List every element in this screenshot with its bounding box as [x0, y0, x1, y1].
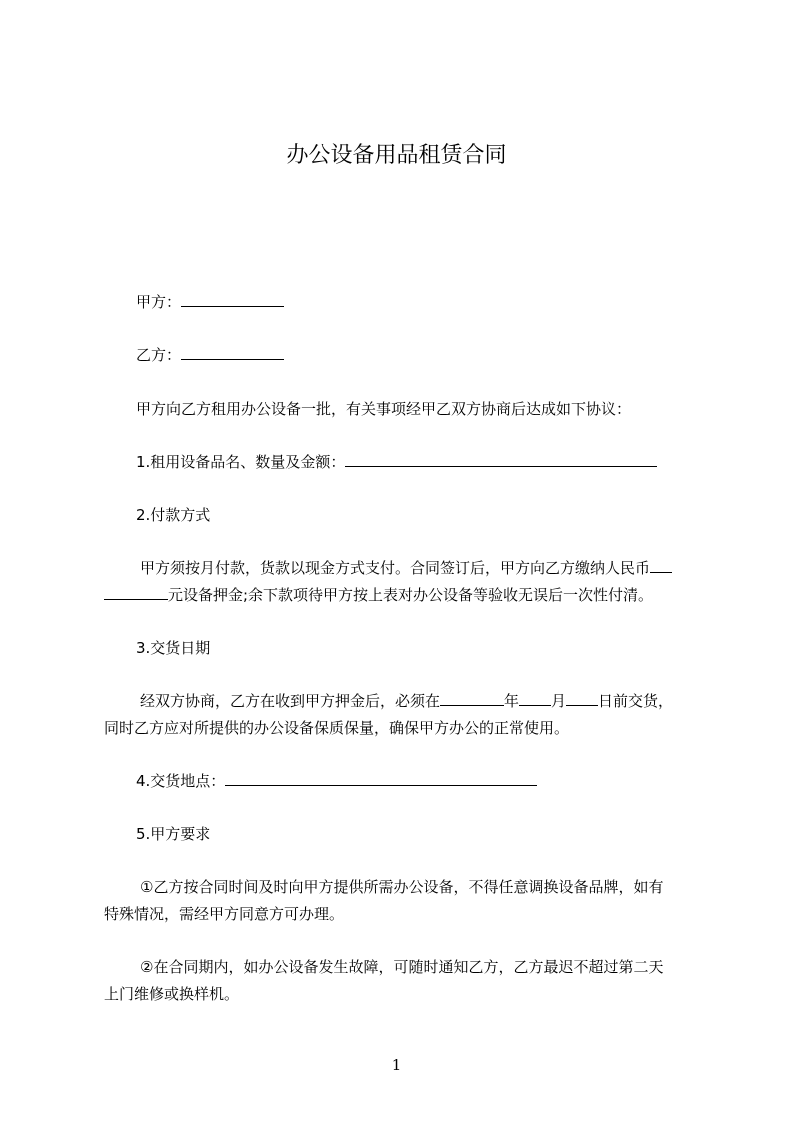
- section-2-text-1: 甲方须按月付款，货款以现金方式支付。合同签订后，甲方向乙方缴纳人民币: [140, 559, 651, 577]
- section-5-item-2-line-2: 上门维修或换样机。: [104, 985, 240, 1003]
- section-5-heading: 5.甲方要求: [136, 825, 211, 843]
- party-b-blank: [181, 345, 284, 360]
- page-number: 1: [391, 1056, 402, 1074]
- party-b-line: [136, 345, 284, 365]
- month-blank: [519, 691, 551, 706]
- intro-paragraph: 甲方向乙方租用办公设备一批，有关事项经甲乙双方协商后达成如下协议：: [136, 400, 632, 418]
- deposit-blank-end: [104, 585, 168, 600]
- party-a-line: [136, 292, 284, 312]
- year-blank: [440, 691, 504, 706]
- section-3-text-1: 经双方协商，乙方在收到甲方押金后，必须在: [140, 692, 441, 710]
- section-3-heading: 3.交货日期: [136, 639, 211, 657]
- section-5-item-1-line-2: 特殊情况，需经甲方同意方可办理。: [104, 905, 345, 923]
- document-title: 办公设备用品租赁合同: [286, 143, 507, 168]
- section-2-line-1: [140, 558, 672, 578]
- party-a-blank: [181, 292, 284, 307]
- section-2-text-2: 元设备押金;余下款项待甲方按上表对办公设备等验收无误后一次性付清。: [168, 586, 654, 604]
- section-5-item-1-line-1: ①乙方按合同时间及时向甲方提供所需办公设备，不得任意调换设备品牌，如有: [140, 878, 664, 896]
- deposit-blank-start: [650, 558, 672, 573]
- section-4-line: [136, 771, 537, 791]
- month-label: 月: [551, 692, 567, 710]
- section-3-line-2: 同时乙方应对所提供的办公设备保质保量，确保甲方办公的正常使用。: [104, 719, 570, 737]
- section-5-item-2-line-1: ②在合同期内，如办公设备发生故障，可随时通知乙方，乙方最迟不超过第二天: [140, 958, 664, 976]
- section-2-line-2: [104, 585, 653, 605]
- section-1-line: [136, 452, 657, 472]
- section-2-heading: 2.付款方式: [136, 506, 211, 524]
- day-blank: [566, 691, 598, 706]
- section-1-blank: [345, 452, 657, 467]
- section-4-blank: [225, 771, 537, 786]
- section-1-label: 1.租用设备品名、数量及金额：: [136, 453, 346, 471]
- party-b-label: 乙方：: [136, 346, 182, 364]
- section-4-label: 4.交货地点：: [136, 772, 226, 790]
- party-a-label: 甲方：: [136, 293, 182, 311]
- day-label: 日前交货，: [598, 692, 674, 710]
- section-3-line-1: [140, 691, 673, 711]
- year-label: 年: [504, 692, 520, 710]
